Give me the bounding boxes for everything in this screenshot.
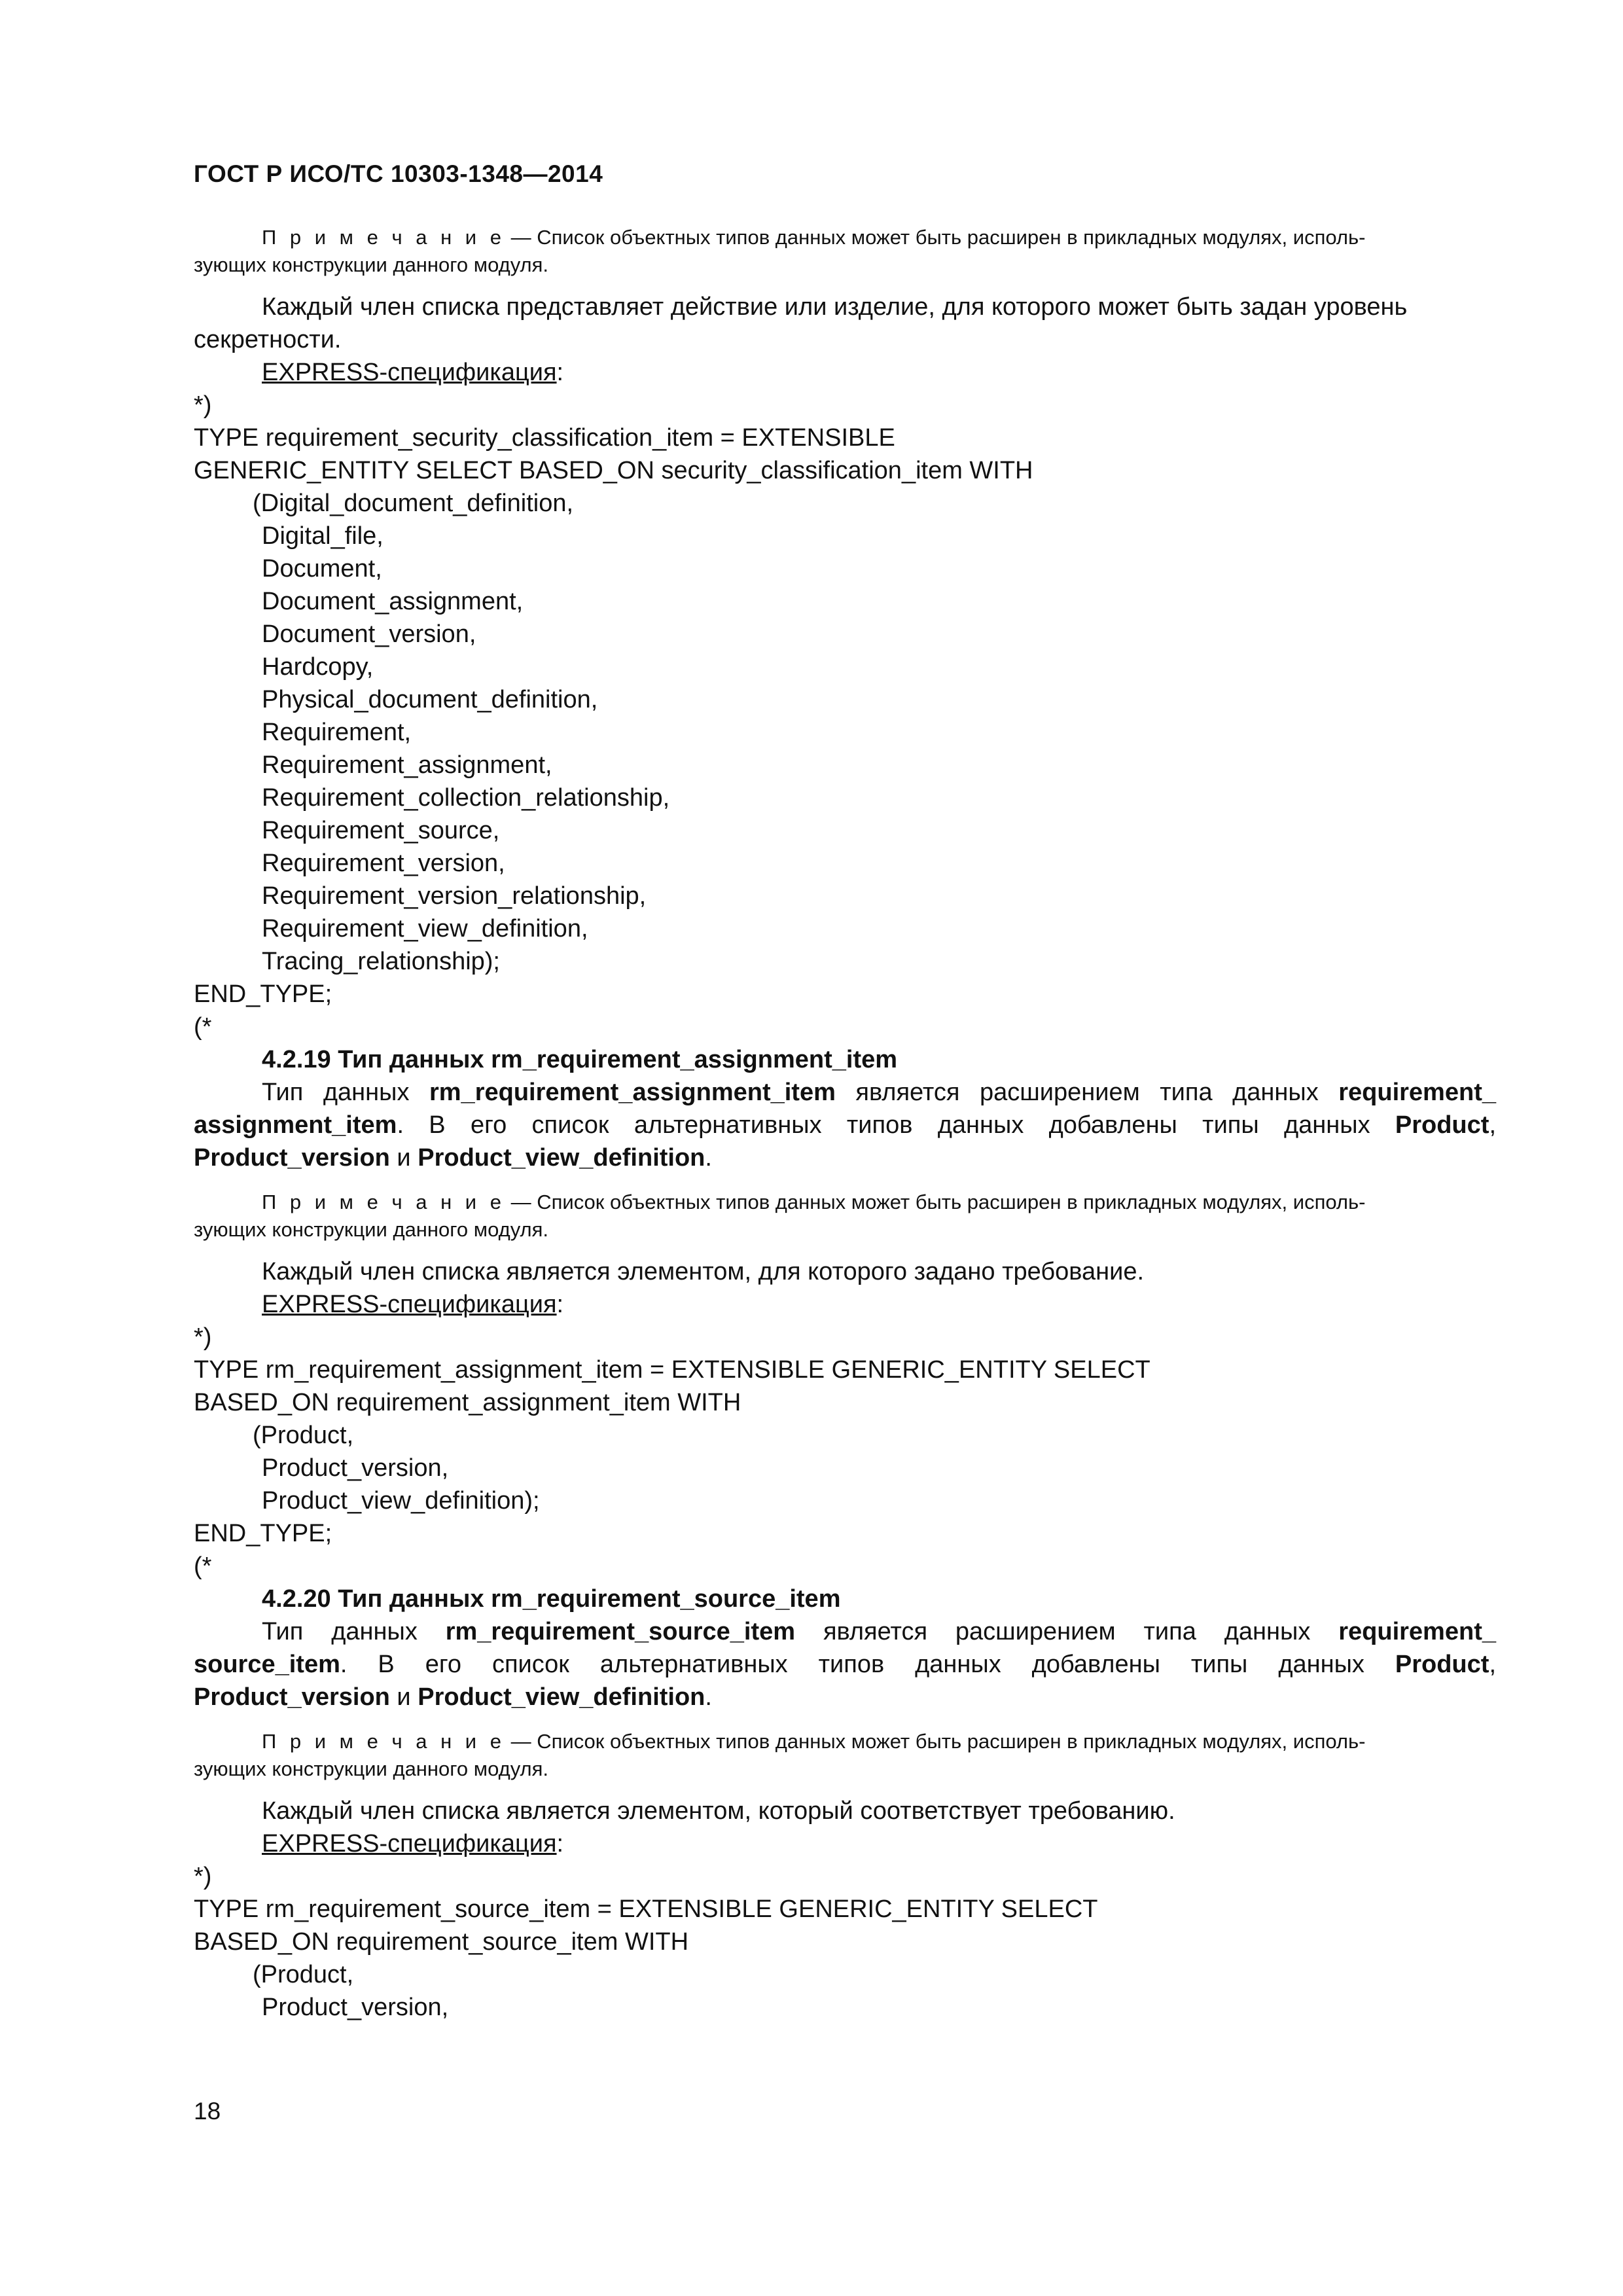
note-block <box>194 1728 1496 1783</box>
type-declaration: TYPE rm_requirement_assignment_item = EXTENSIBLE GENERIC_ENTITY SELECT <box>194 1356 1150 1384</box>
section-heading: 4.2.20 Тип данных rm_requirement_source_item <box>262 1585 841 1613</box>
select-item: Document, <box>262 555 382 583</box>
express-spec-label: EXPRESS-спецификация: <box>262 1291 564 1318</box>
express-spec-label: EXPRESS-спецификация: <box>262 1830 564 1857</box>
select-item: Product_view_definition); <box>262 1487 540 1515</box>
note-text: — Список объектных типов данных может быть расширен в прикладных модулях, исполь- <box>505 1730 1366 1753</box>
select-item: Requirement_version, <box>262 850 505 877</box>
select-item: (Product, <box>253 1961 354 1988</box>
select-item: (Product, <box>253 1422 354 1449</box>
select-item: Document_version, <box>262 620 476 648</box>
select-item: Requirement_assignment, <box>262 751 552 779</box>
section-paragraph: Тип данных rm_requirement_source_item является расширением типа данных requirement_ source_item. В его список альтернативных типов данных добавлены типы данных Product, Product_version и Product_view_definition. <box>194 1618 1496 1711</box>
select-item: Requirement, <box>262 719 412 746</box>
select-item: (Digital_document_definition, <box>253 490 574 517</box>
page-number: 18 <box>194 2098 221 2125</box>
note-text-cont: зующих конструкции данного модуля. <box>194 1218 549 1241</box>
note-text-cont: зующих конструкции данного модуля. <box>194 253 549 276</box>
note-label: П р и м е ч а н и е <box>262 1730 505 1753</box>
document-header: ГОСТ Р ИСО/ТС 10303-1348—2014 <box>194 160 603 187</box>
select-item: Requirement_view_definition, <box>262 915 588 942</box>
paragraph: Каждый член списка представляет действие или изделие, для которого может быть задан уровень <box>262 293 1408 321</box>
note-block <box>194 1189 1496 1244</box>
select-item: Document_assignment, <box>262 588 524 615</box>
note-text: — Список объектных типов данных может быть расширен в прикладных модулях, исполь- <box>505 226 1366 249</box>
comment-open: *) <box>194 391 212 419</box>
note-label: П р и м е ч а н и е <box>262 226 505 249</box>
section-paragraph: Тип данных rm_requirement_assignment_item является расширением типа данных requirement_ assignment_item. В его список альтернативных типов данных добавлены типы данных Product, Product_version и Product_view_definition. <box>194 1079 1496 1172</box>
comment-open: *) <box>194 1323 212 1351</box>
express-spec-label: EXPRESS-спецификация: <box>262 359 564 386</box>
note-label: П р и м е ч а н и е <box>262 1191 505 1213</box>
page-content <box>194 224 1496 2024</box>
type-declaration-cont: GENERIC_ENTITY SELECT BASED_ON security_classification_item WITH <box>194 457 1033 484</box>
end-type: END_TYPE; <box>194 1520 332 1547</box>
select-item: Product_version, <box>262 1994 449 2021</box>
select-item: Product_version, <box>262 1454 449 1482</box>
paragraph-cont: секретности. <box>194 326 342 353</box>
type-declaration-cont: BASED_ON requirement_assignment_item WITH <box>194 1389 741 1416</box>
comment-close: (* <box>194 1013 212 1041</box>
select-item: Requirement_collection_relationship, <box>262 784 670 812</box>
select-item: Tracing_relationship); <box>262 948 500 975</box>
select-item: Physical_document_definition, <box>262 686 598 713</box>
select-item: Digital_file, <box>262 522 383 550</box>
select-item: Requirement_version_relationship, <box>262 882 647 910</box>
type-declaration-cont: BASED_ON requirement_source_item WITH <box>194 1928 689 1956</box>
note-block <box>194 224 1496 279</box>
paragraph: Каждый член списка является элементом, для которого задано требование. <box>262 1258 1145 1285</box>
select-item: Requirement_source, <box>262 817 500 844</box>
note-text: — Список объектных типов данных может быть расширен в прикладных модулях, исполь- <box>505 1191 1366 1213</box>
comment-close: (* <box>194 1552 212 1580</box>
end-type: END_TYPE; <box>194 980 332 1008</box>
comment-open: *) <box>194 1863 212 1890</box>
type-declaration: TYPE requirement_security_classification_item = EXTENSIBLE <box>194 424 895 452</box>
type-declaration: TYPE rm_requirement_source_item = EXTENSIBLE GENERIC_ENTITY SELECT <box>194 1895 1098 1923</box>
paragraph: Каждый член списка является элементом, который соответствует требованию. <box>262 1797 1175 1825</box>
select-item: Hardcopy, <box>262 653 374 681</box>
note-text-cont: зующих конструкции данного модуля. <box>194 1757 549 1780</box>
section-heading: 4.2.19 Тип данных rm_requirement_assignment_item <box>262 1046 898 1073</box>
